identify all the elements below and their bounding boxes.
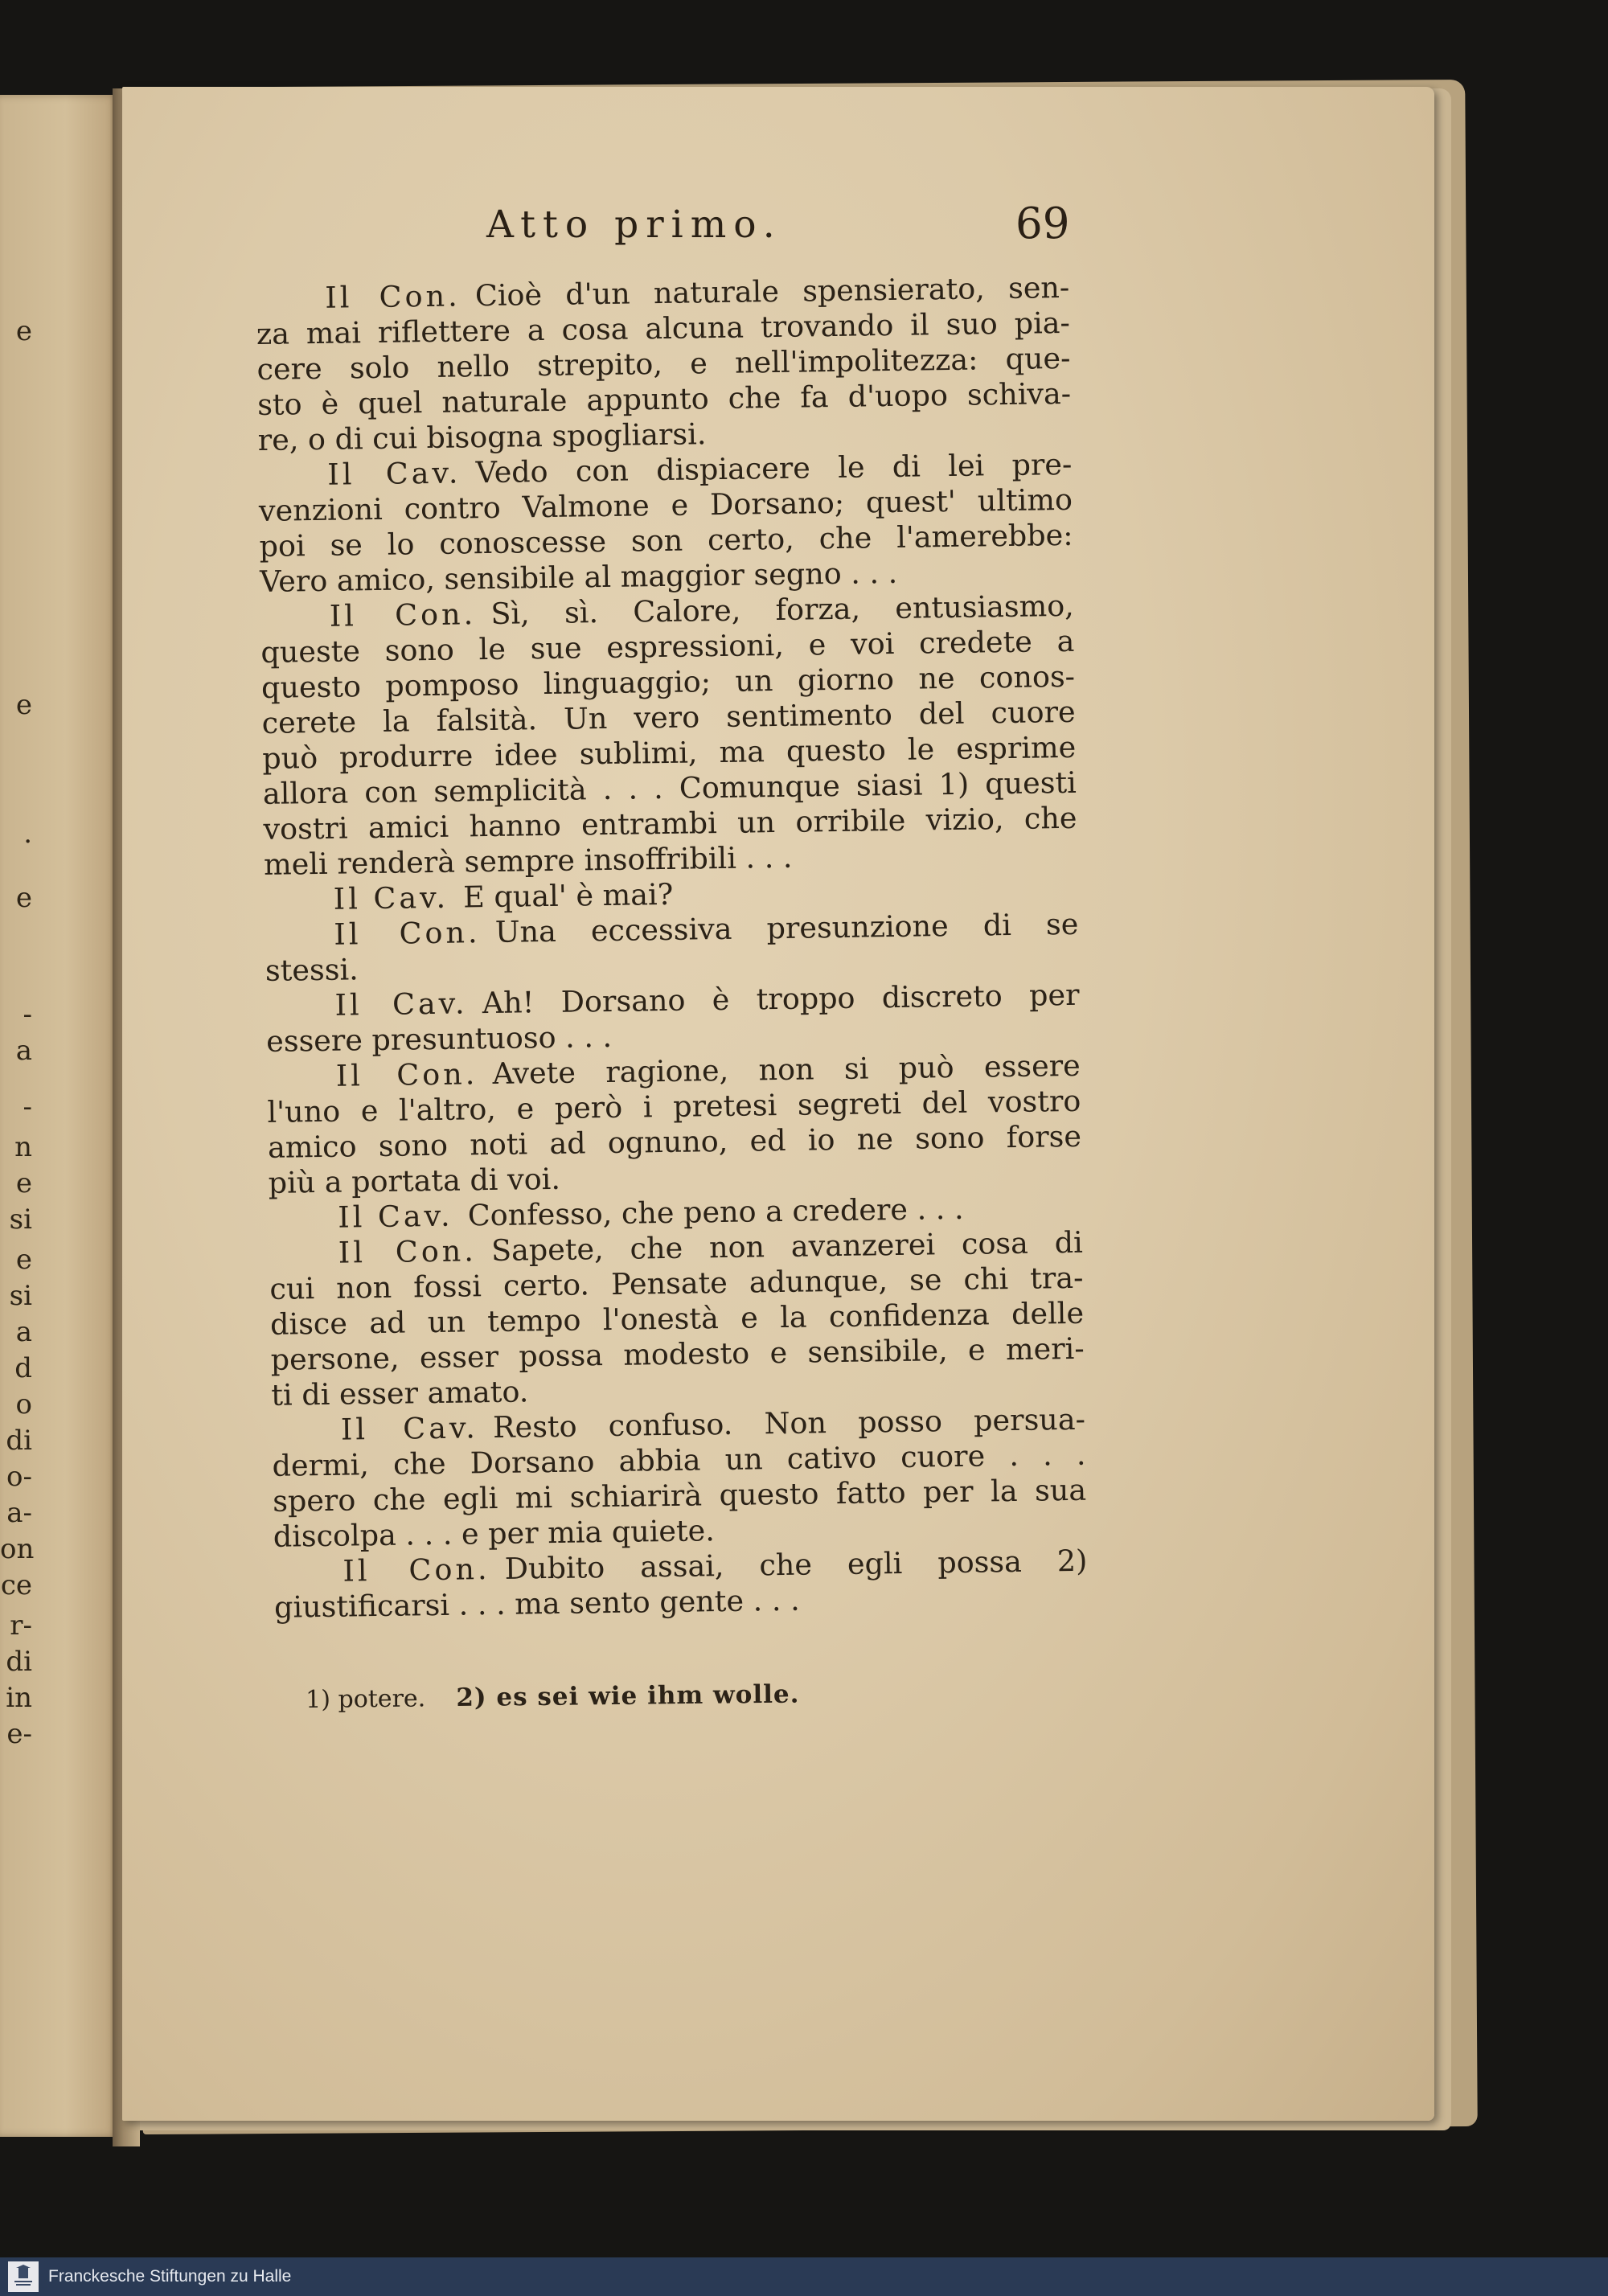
left-page-fragment: e bbox=[15, 882, 32, 914]
speaker-label: Il Con. bbox=[343, 1552, 490, 1589]
line-text: discolpa . . . e per mia quiete. bbox=[273, 1513, 716, 1554]
left-page-fragment: a bbox=[15, 1316, 32, 1348]
line-text: persone, esser possa modesto e sensibile, e meri- bbox=[270, 1330, 1085, 1377]
line-text: cere solo nello strepito, e nell'impolitezza: que- bbox=[256, 340, 1071, 387]
footnote-1: 1) potere. bbox=[306, 1684, 426, 1714]
left-page-fragment: a bbox=[15, 1035, 32, 1067]
line-text: questo pomposo linguaggio; un giorno ne conos- bbox=[260, 658, 1076, 705]
line-text: Vero amico, sensibile al maggior segno . . . bbox=[259, 555, 898, 599]
left-page-fragment: r- bbox=[10, 1609, 32, 1642]
speaker-label: Il Con. bbox=[324, 278, 461, 315]
left-page-fragment: - bbox=[23, 1091, 32, 1123]
line-text: venzioni contro Valmone e Dorsano; quest' ultimo bbox=[258, 482, 1073, 528]
page-number: 69 bbox=[1015, 199, 1070, 248]
left-page-fragment: . bbox=[23, 818, 32, 850]
francke-foundation-logo-icon bbox=[8, 2261, 39, 2292]
line-text: stessi. bbox=[265, 952, 359, 988]
line-text: Resto confuso. Non posso persua- bbox=[492, 1401, 1086, 1445]
line-text: Sì, sì. Calore, forza, entusiasmo, bbox=[490, 588, 1075, 631]
left-page-fragment: di bbox=[6, 1646, 32, 1678]
speaker-label: Il Cav. bbox=[334, 986, 468, 1023]
line-text: Sapete, che non avanzerei cosa di bbox=[490, 1224, 1084, 1269]
speaker-label: Il Con. bbox=[338, 1233, 478, 1270]
left-page-fragment: o- bbox=[6, 1461, 32, 1493]
line-text: E qual' è mai? bbox=[462, 876, 674, 915]
line-text: giustificarsi . . . ma sento gente . . . bbox=[273, 1582, 800, 1625]
line-text: cerete la falsità. Un vero sentimento del cuore bbox=[261, 694, 1076, 740]
line-text: più a portata di voi. bbox=[268, 1161, 561, 1200]
left-facing-page bbox=[0, 95, 119, 2137]
speaker-label: Il Cav. bbox=[340, 1410, 479, 1447]
speaker-label: Il Cav. bbox=[327, 455, 461, 492]
line-text: spero che egli mi schiarirà questo fatto per la sua bbox=[272, 1472, 1087, 1519]
left-page-fragment: si bbox=[9, 1203, 32, 1236]
line-text: queste sono le sue espressioni, e voi credete a bbox=[260, 623, 1075, 670]
line-text: cui non fossi certo. Pensate adunque, se chi tra- bbox=[269, 1260, 1084, 1306]
line-text: l'uno e l'altro, e però i pretesi segreti del vostro bbox=[267, 1083, 1081, 1130]
left-page-fragment: e bbox=[15, 315, 32, 347]
left-page-fragment: di bbox=[6, 1425, 32, 1457]
left-page-fragment: ce bbox=[0, 1569, 32, 1601]
line-text: Dubito assai, che egli possa 2) bbox=[504, 1543, 1088, 1586]
line-text: Confesso, che peno a credere . . . bbox=[467, 1191, 964, 1233]
line-text: poi se lo conoscesse son certo, che l'amerebbe: bbox=[259, 517, 1073, 564]
line-text: vostri amici hanno entrambi un orribile vizio, che bbox=[263, 800, 1077, 847]
line-text: meli renderà sempre insoffribili . . . bbox=[263, 839, 793, 882]
left-page-fragment: e bbox=[15, 689, 32, 721]
speaker-label: Il Con. bbox=[329, 597, 477, 633]
line-text: re, o di cui bisogna spogliarsi. bbox=[257, 416, 707, 457]
line-text: Avete ragione, non si può essere bbox=[492, 1048, 1081, 1091]
speaker-label: Il Cav. bbox=[333, 879, 449, 916]
line-text: Cioè d'un naturale spensierato, sen- bbox=[474, 269, 1070, 314]
footnotes bbox=[306, 1679, 868, 1714]
left-page-fragment: e bbox=[15, 1167, 32, 1199]
running-head: Atto primo. bbox=[486, 203, 782, 247]
line-text: Ah! Dorsano è troppo discreto per bbox=[482, 977, 1080, 1021]
speaker-label: Il Con. bbox=[334, 915, 481, 952]
speaker-label: Il Cav. bbox=[337, 1198, 453, 1235]
attribution-bar bbox=[0, 2257, 1608, 2296]
line-text: Vedo con dispiacere le di lei pre- bbox=[475, 446, 1073, 490]
line-text: essere presuntuoso . . . bbox=[265, 1019, 613, 1059]
left-page-fragment: on bbox=[0, 1533, 35, 1565]
dialogue-text bbox=[256, 270, 1088, 1626]
line-text: ti di esser amato. bbox=[271, 1374, 529, 1412]
line-text: sto è quel naturale appunto che fa d'uopo schiva- bbox=[256, 375, 1072, 422]
institution-name: Franckesche Stiftungen zu Halle bbox=[48, 2267, 292, 2286]
line-text: za mai riflettere a cosa alcuna trovando il suo pia- bbox=[256, 305, 1071, 351]
left-page-fragment: a- bbox=[6, 1497, 32, 1529]
line-text: dermi, che Dorsano abbia un cativo cuore . . . bbox=[272, 1437, 1086, 1483]
left-page-fragment: in bbox=[6, 1682, 32, 1714]
left-page-fragment: e- bbox=[6, 1718, 32, 1750]
line-text: può produrre idee sublimi, ma questo le esprime bbox=[261, 729, 1077, 776]
left-page-fragment: - bbox=[23, 998, 32, 1031]
line-text: amico sono noti ad ognuno, ed io ne sono forse bbox=[267, 1118, 1082, 1165]
left-page-fragment: e bbox=[15, 1244, 32, 1276]
left-page-fragment: si bbox=[9, 1280, 32, 1312]
speaker-label: Il Con. bbox=[335, 1056, 478, 1093]
left-page-fragment: o bbox=[15, 1388, 32, 1421]
line-text: Una eccessiva presunzione di se bbox=[494, 906, 1079, 949]
line-text: allora con semplicità . . . Comunque siasi 1) questi bbox=[262, 765, 1077, 811]
line-text: disce ad un tempo l'onestà e la confidenza delle bbox=[269, 1295, 1085, 1342]
footnote-2: 2) es sei wie ihm wolle. bbox=[456, 1679, 800, 1713]
left-page-fragment: n bbox=[14, 1131, 32, 1163]
left-page-fragment: d bbox=[14, 1352, 32, 1384]
